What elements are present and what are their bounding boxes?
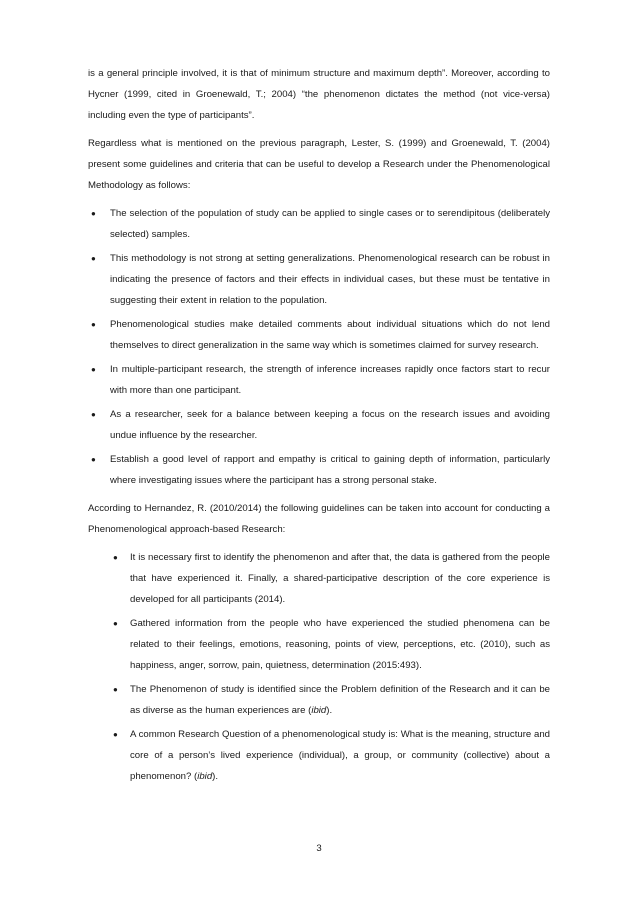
list-item-text: It is necessary first to identify the phenomenon and after that, the data is gathered from the people that have experienced it. Finally, a shared-participative description of the core experience is developed for all participants (2014).	[130, 552, 550, 605]
list-item	[88, 203, 550, 245]
ibid-citation: ibid	[197, 771, 213, 782]
ibid-citation: ibid	[311, 705, 327, 716]
bullet-icon: ●	[91, 410, 96, 419]
bullet-icon: ●	[91, 209, 96, 218]
bullet-icon: ●	[91, 455, 96, 464]
list-item	[110, 613, 550, 676]
list-item-text: As a researcher, seek for a balance between keeping a focus on the research issues and avoiding undue influence by the researcher.	[110, 409, 550, 441]
hernandez-guidelines-list	[110, 547, 550, 787]
list-item-text: Establish a good level of rapport and empathy is critical to gaining depth of information, particularly where investigating issues where the participant has a strong personal stake.	[110, 454, 550, 486]
list-item	[88, 314, 550, 356]
list-item	[88, 248, 550, 311]
bullet-icon: ●	[113, 619, 118, 628]
list-item	[88, 359, 550, 401]
bullet-icon: ●	[91, 320, 96, 329]
paragraph-guidelines-intro: Regardless what is mentioned on the previous paragraph, Lester, S. (1999) and Groenewald, T. (2004) present some guidelines and criteria that can be useful to develop a Research under the Phenomenological Methodology as follows:	[88, 138, 550, 191]
guidelines-list	[88, 203, 550, 491]
list-item	[88, 404, 550, 446]
list-item-text: A common Research Question of a phenomenological study is: What is the meaning, structure and core of a person’s lived experience (individual), a group, or community (collective) about a phenomenon? (	[130, 729, 550, 782]
list-item-text-end: ).	[212, 771, 219, 782]
list-item-text: Gathered information from the people who have experienced the studied phenomena can be related to their feelings, emotions, reasoning, points of view, perceptions, etc. (2010), such as happiness, anger, sorrow, pain, quietness, determination (2015:493).	[130, 618, 550, 671]
list-item	[110, 679, 550, 721]
list-item-text: In multiple-participant research, the strength of inference increases rapidly once factors start to recur with more than one participant.	[110, 364, 550, 396]
paragraph-hernandez-intro: According to Hernandez, R. (2010/2014) the following guidelines can be taken into account for conducting a Phenomenological approach-based Research:	[88, 503, 550, 535]
bullet-icon: ●	[113, 730, 118, 739]
list-item-text: Phenomenological studies make detailed comments about individual situations which do not lend themselves to direct generalization in the same way which is sometimes claimed for survey research.	[110, 319, 550, 351]
list-item	[110, 724, 550, 787]
bullet-icon: ●	[113, 685, 118, 694]
list-item-text: The selection of the population of study can be applied to single cases or to serendipitous (deliberately selected) samples.	[110, 208, 550, 240]
bullet-icon: ●	[91, 365, 96, 374]
list-item-text: The Phenomenon of study is identified since the Problem definition of the Research and it can be as diverse as the human experiences are (	[130, 684, 550, 716]
list-item	[88, 449, 550, 491]
page-content	[88, 63, 550, 794]
bullet-icon: ●	[113, 553, 118, 562]
list-item-text: This methodology is not strong at setting generalizations. Phenomenological research can be robust in indicating the presence of factors and their effects in individual cases, but these must be tentative in suggesting their extent in relation to the population.	[110, 253, 550, 306]
paragraph-continuation: is a general principle involved, it is that of minimum structure and maximum depth”. Moreover, according to Hycner (1999, cited in Groenewald, T.; 2004) “the phenomenon dictates the method (not vice-versa) including even the type of participants”.	[88, 68, 550, 121]
page-number: 3	[316, 843, 322, 854]
list-item-text-end: ).	[326, 705, 333, 716]
list-item	[110, 547, 550, 610]
bullet-icon: ●	[91, 254, 96, 263]
